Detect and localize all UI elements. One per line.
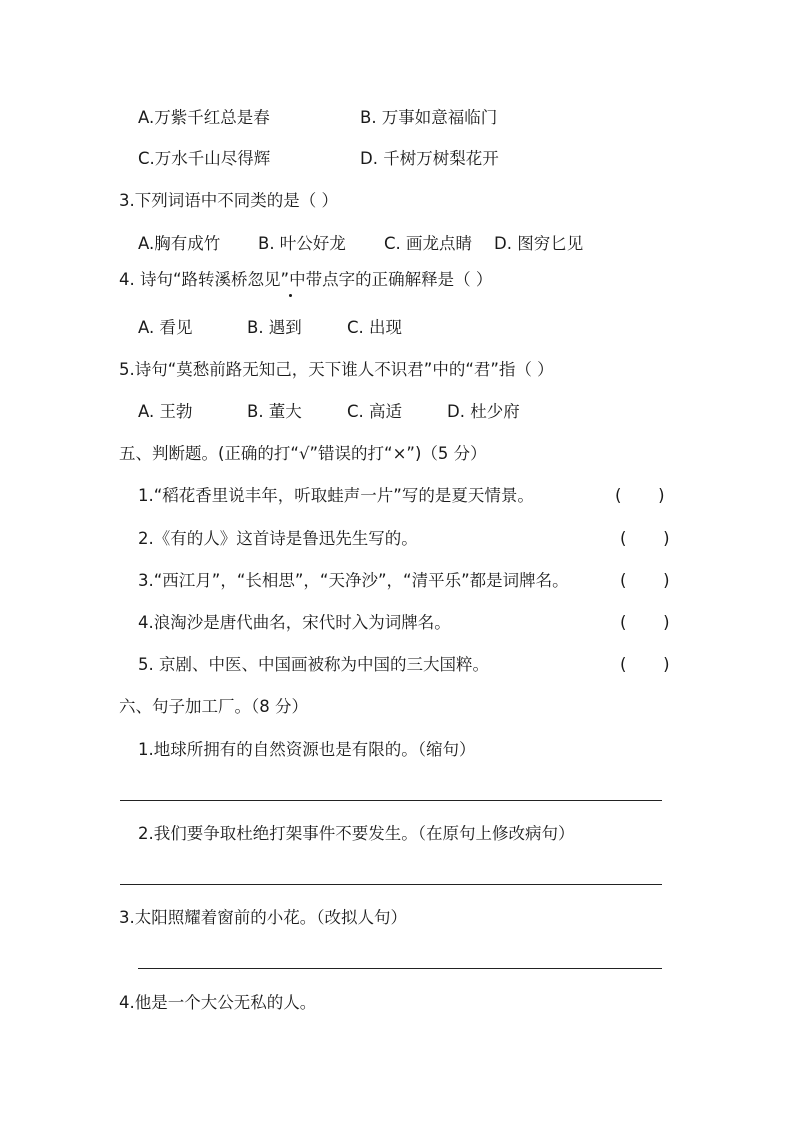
judge-item-3: 3.“西江月”，“长相思”，“天净沙”，“清平乐”都是词牌名。 <box>138 571 569 590</box>
q4-stem: 4. 诗句“路转溪桥忽见”中带点字的正确解释是（ ） <box>119 270 493 289</box>
emphasis-dot <box>289 294 292 297</box>
judge-answer-paren-2[interactable]: ( ) <box>620 529 670 548</box>
q4-option-a: A. 看见 <box>138 318 193 337</box>
section6-title: 六、句子加工厂。（8 分） <box>119 697 308 716</box>
q5-option-a: A. 王勃 <box>138 402 193 421</box>
answer-line-1[interactable] <box>120 800 662 801</box>
q5-option-d: D. 杜少府 <box>447 402 520 421</box>
section5-title: 五、判断题。(正确的打“√”错误的打“×”)（5 分） <box>119 444 487 463</box>
judge-item-1: 1.“稻花香里说丰年，听取蛙声一片”写的是夏天情景。 <box>138 486 534 505</box>
q5-option-c: C. 高适 <box>347 402 403 421</box>
sentence-item-3: 3.太阳照耀着窗前的小花。（改拟人句） <box>119 908 407 927</box>
q2-option-d: D. 千树万树梨花开 <box>360 149 499 168</box>
q2-option-c: C.万水千山尽得辉 <box>138 149 271 168</box>
q4-option-b: B. 遇到 <box>247 318 302 337</box>
q3-option-b: B. 叶公好龙 <box>258 234 346 253</box>
q3-option-c: C. 画龙点睛 <box>384 234 473 253</box>
judge-answer-paren-5[interactable]: ( ) <box>620 655 670 674</box>
sentence-item-2: 2.我们要争取杜绝打架事件不要发生。（在原句上修改病句） <box>138 824 575 843</box>
judge-answer-paren-3[interactable]: ( ) <box>620 571 670 590</box>
sentence-item-4: 4.他是一个大公无私的人。 <box>119 993 317 1012</box>
q3-stem: 3.下列词语中不同类的是（ ） <box>119 191 338 210</box>
q3-option-a: A.胸有成竹 <box>138 234 221 253</box>
judge-item-5: 5. 京剧、中医、中国画被称为中国的三大国粹。 <box>138 655 489 674</box>
answer-line-3[interactable] <box>138 968 662 969</box>
judge-item-2: 2.《有的人》这首诗是鲁迅先生写的。 <box>138 529 418 548</box>
sentence-item-1: 1.地球所拥有的自然资源也是有限的。（缩句） <box>138 740 476 759</box>
judge-item-4: 4.浪淘沙是唐代曲名，宋代时入为词牌名。 <box>138 613 451 632</box>
q2-option-a: A.万紫千红总是春 <box>138 108 270 127</box>
answer-line-2[interactable] <box>120 884 662 885</box>
q2-option-b: B. 万事如意福临门 <box>360 108 498 127</box>
judge-answer-paren-1[interactable]: ( ) <box>615 486 665 505</box>
q3-option-d: D. 图穷匕见 <box>494 234 584 253</box>
q4-option-c: C. 出现 <box>347 318 403 337</box>
q5-option-b: B. 董大 <box>247 402 302 421</box>
judge-answer-paren-4[interactable]: ( ) <box>620 613 670 632</box>
q5-stem: 5.诗句“莫愁前路无知己，天下谁人不识君”中的“君”指（ ） <box>119 360 554 379</box>
